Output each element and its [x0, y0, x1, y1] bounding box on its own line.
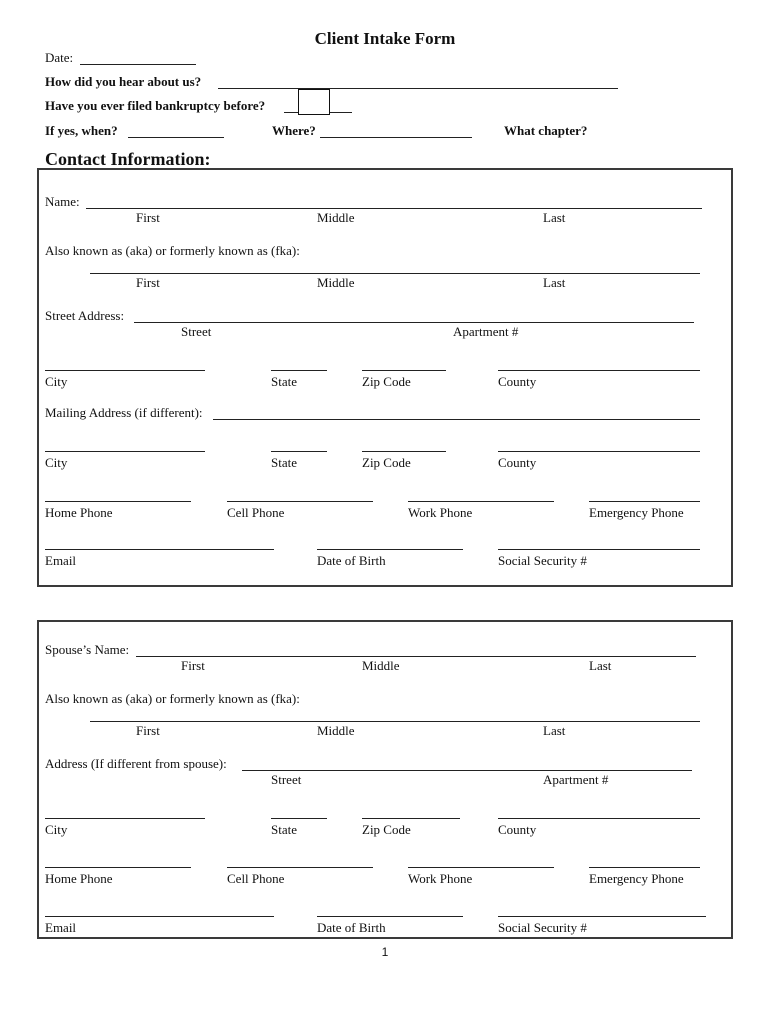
mailing-state-caption: State [271, 455, 297, 470]
spouse-home-phone-field[interactable] [45, 867, 191, 868]
state-caption: State [271, 374, 297, 389]
spouse-home-phone-caption: Home Phone [45, 871, 113, 886]
spouse-dob-field[interactable] [317, 916, 463, 917]
hear-about-label: How did you hear about us? [45, 74, 202, 89]
email-caption: Email [45, 553, 77, 568]
spouse-aka-label: Also known as (aka) or formerly known as (fka): [45, 691, 300, 706]
aka-field[interactable] [90, 273, 700, 274]
cell-phone-field[interactable] [227, 501, 373, 502]
where-label: Where? [272, 123, 316, 138]
state-field[interactable] [271, 370, 327, 371]
ssn-field[interactable] [498, 549, 700, 550]
spouse-aka-middle-caption: Middle [317, 723, 355, 738]
when-field[interactable] [128, 137, 224, 138]
spouse-middle-caption: Middle [362, 658, 400, 673]
spouse-street-caption: Street [271, 772, 302, 787]
contact-heading: Contact Information: [45, 149, 211, 169]
page-number: 1 [381, 945, 389, 959]
spouse-ssn-caption: Social Security # [498, 920, 587, 935]
name-field[interactable] [86, 208, 702, 209]
spouse-emergency-phone-field[interactable] [589, 867, 700, 868]
spouse-email-caption: Email [45, 920, 77, 935]
spouse-city-caption: City [45, 822, 68, 837]
spouse-cell-phone-field[interactable] [227, 867, 373, 868]
spouse-ssn-field[interactable] [498, 916, 706, 917]
dob-field[interactable] [317, 549, 463, 550]
zip-caption: Zip Code [362, 374, 411, 389]
spouse-first-caption: First [181, 658, 205, 673]
home-phone-field[interactable] [45, 501, 191, 502]
when-label: If yes, when? [45, 123, 118, 138]
spouse-aka-field[interactable] [90, 721, 700, 722]
city-caption: City [45, 374, 68, 389]
apartment-caption: Apartment # [453, 324, 519, 339]
name-last-caption: Last [543, 210, 566, 225]
spouse-last-caption: Last [589, 658, 612, 673]
date-label: Date: [45, 50, 74, 65]
street-caption: Street [181, 324, 212, 339]
spouse-aka-first-caption: First [136, 723, 160, 738]
spouse-apartment-caption: Apartment # [543, 772, 609, 787]
county-field[interactable] [498, 370, 700, 371]
dob-caption: Date of Birth [317, 553, 386, 568]
spouse-emergency-phone-caption: Emergency Phone [589, 871, 684, 886]
aka-middle-caption: Middle [317, 275, 355, 290]
mailing-city-caption: City [45, 455, 68, 470]
bankruptcy-label: Have you ever filed bankruptcy before? [45, 98, 266, 113]
spouse-name-label: Spouse’s Name: [45, 642, 130, 657]
mailing-county-caption: County [498, 455, 537, 470]
mailing-zip-field[interactable] [362, 451, 446, 452]
chapter-label: What chapter? [504, 123, 588, 138]
date-field[interactable] [80, 64, 196, 65]
where-field[interactable] [320, 137, 472, 138]
cell-phone-caption: Cell Phone [227, 505, 285, 520]
mailing-state-field[interactable] [271, 451, 327, 452]
email-field[interactable] [45, 549, 274, 550]
spouse-work-phone-field[interactable] [408, 867, 554, 868]
spouse-name-field[interactable] [136, 656, 696, 657]
home-phone-caption: Home Phone [45, 505, 113, 520]
emergency-phone-caption: Emergency Phone [589, 505, 684, 520]
ssn-caption: Social Security # [498, 553, 587, 568]
aka-last-caption: Last [543, 275, 566, 290]
spouse-zip-field[interactable] [362, 818, 460, 819]
zip-field[interactable] [362, 370, 446, 371]
street-address-label: Street Address: [45, 308, 125, 323]
name-middle-caption: Middle [317, 210, 355, 225]
bankruptcy-checkbox[interactable] [298, 89, 330, 115]
mailing-address-label: Mailing Address (if different): [45, 405, 203, 420]
form-title: Client Intake Form [314, 29, 456, 48]
aka-first-caption: First [136, 275, 160, 290]
city-field[interactable] [45, 370, 205, 371]
aka-label: Also known as (aka) or formerly known as (fka): [45, 243, 300, 258]
spouse-county-caption: County [498, 822, 537, 837]
spouse-work-phone-caption: Work Phone [408, 871, 473, 886]
hear-about-field[interactable] [218, 88, 618, 89]
spouse-state-field[interactable] [271, 818, 327, 819]
spouse-zip-caption: Zip Code [362, 822, 411, 837]
spouse-aka-last-caption: Last [543, 723, 566, 738]
spouse-address-label: Address (If different from spouse): [45, 756, 227, 771]
spouse-county-field[interactable] [498, 818, 700, 819]
spouse-cell-phone-caption: Cell Phone [227, 871, 285, 886]
mailing-zip-caption: Zip Code [362, 455, 411, 470]
emergency-phone-field[interactable] [589, 501, 700, 502]
spouse-city-field[interactable] [45, 818, 205, 819]
mailing-address-field[interactable] [213, 419, 700, 420]
street-address-field[interactable] [134, 322, 694, 323]
work-phone-field[interactable] [408, 501, 554, 502]
mailing-county-field[interactable] [498, 451, 700, 452]
spouse-dob-caption: Date of Birth [317, 920, 386, 935]
work-phone-caption: Work Phone [408, 505, 473, 520]
spouse-address-field[interactable] [242, 770, 692, 771]
name-first-caption: First [136, 210, 160, 225]
name-label: Name: [45, 194, 80, 209]
county-caption: County [498, 374, 537, 389]
mailing-city-field[interactable] [45, 451, 205, 452]
spouse-email-field[interactable] [45, 916, 274, 917]
spouse-state-caption: State [271, 822, 297, 837]
